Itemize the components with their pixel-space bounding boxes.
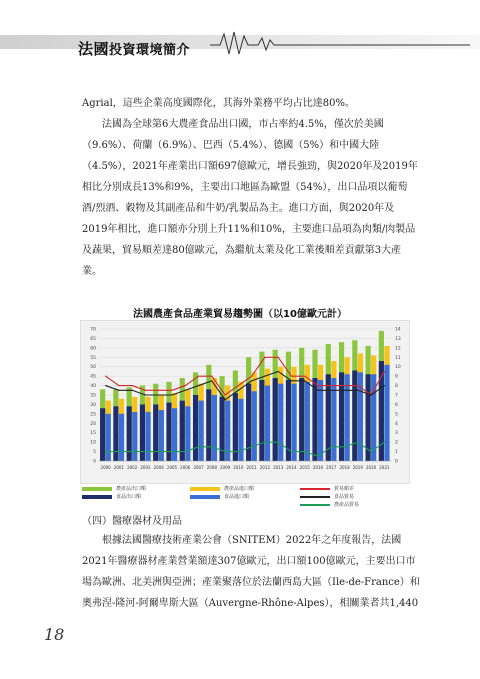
text-line: 業。 — [82, 266, 102, 277]
y2-tick-label: 9 — [395, 374, 398, 380]
series-point — [251, 380, 252, 381]
series-point — [357, 442, 358, 443]
y2-tick-label: 6 — [395, 402, 398, 408]
series-point — [317, 456, 318, 457]
series-point — [171, 394, 172, 395]
x-tick-label: 2008 — [206, 465, 217, 470]
x-tick-label: 2001 — [113, 465, 125, 470]
text-line: （9.6%）、荷蘭（6.9%）、巴西（5.4%）、德國（5%）和中國大陸 — [82, 140, 380, 151]
x-tick-label: 2000 — [100, 465, 111, 470]
text-line: 相比分別成長13%和9%，主要出口地區為歐盟（54%），出口品項以葡萄 — [82, 182, 408, 193]
legend-item — [190, 493, 254, 501]
series-point — [145, 394, 146, 395]
bar — [166, 403, 171, 461]
series-point — [211, 380, 212, 381]
legend-swatch — [300, 488, 330, 490]
series-point — [171, 451, 172, 452]
text-line: 奧弗涅-隆河-阿爾卑斯大區（Auvergne-Rhône-Alpes），相關業者共1,440 — [82, 598, 419, 609]
series-point — [317, 390, 318, 391]
legend-swatch — [190, 495, 220, 499]
bar — [132, 412, 137, 461]
bar — [193, 395, 198, 461]
series-point — [344, 390, 345, 391]
chart-title: 法國農產食品產業貿易趨勢圖（以10億歐元計） — [133, 309, 347, 320]
series-point — [185, 385, 186, 386]
bar — [252, 391, 257, 461]
y2-tick-label: 3 — [395, 431, 398, 437]
bar — [246, 384, 251, 461]
legend-label: 農產品進口額 — [224, 486, 255, 492]
page-number: 18 — [44, 625, 65, 644]
series-point — [304, 376, 305, 377]
series-point — [278, 371, 279, 372]
series-point — [384, 371, 385, 372]
bar — [299, 378, 304, 461]
y2-tick-label: 4 — [395, 421, 398, 427]
series-point — [211, 376, 212, 377]
x-tick-label: 2017 — [326, 465, 337, 470]
series-point — [145, 390, 146, 391]
series-point — [317, 385, 318, 386]
bar — [318, 380, 323, 461]
y2-tick-label: 0 — [395, 459, 398, 465]
header-title — [78, 38, 190, 59]
y-tick-label: 25 — [90, 412, 96, 418]
chart-legend — [190, 485, 254, 501]
y-tick-label: 45 — [90, 374, 96, 380]
x-tick-label: 2007 — [193, 465, 204, 470]
x-tick-label: 2011 — [246, 465, 257, 470]
y-tick-label: 0 — [93, 459, 96, 465]
series-point — [238, 390, 239, 391]
series-point — [185, 390, 186, 391]
bar — [233, 393, 238, 461]
legend-swatch — [300, 504, 330, 506]
x-tick-label: 2018 — [339, 465, 350, 470]
y-tick-label: 70 — [90, 327, 96, 333]
chart-area — [80, 320, 410, 484]
series-point — [105, 385, 106, 386]
series-point — [198, 385, 199, 386]
x-tick-label: 2019 — [352, 465, 363, 470]
bar — [145, 412, 150, 461]
legend-label: 食品進口額 — [224, 494, 250, 500]
bar — [199, 401, 204, 461]
legend-label: 農產品貿易 — [334, 502, 360, 508]
x-tick-label: 2003 — [140, 465, 151, 470]
bar — [259, 380, 264, 461]
bar — [384, 365, 389, 461]
series-point — [198, 376, 199, 377]
series-point — [132, 451, 133, 452]
series-point — [344, 446, 345, 447]
bar — [113, 406, 118, 461]
body-paragraph — [82, 93, 418, 282]
series-point — [118, 385, 119, 386]
series-point — [105, 376, 106, 377]
text-line: 2021年醫療器材產業營業額達307億歐元，出口額100億歐元，主要出口市 — [82, 556, 416, 567]
series-point — [304, 451, 305, 452]
series-point — [331, 385, 332, 386]
y2-tick-label: 1 — [395, 450, 398, 456]
x-tick-label: 2014 — [286, 465, 297, 470]
legend-label: 貿易順差 — [334, 486, 355, 492]
y-tick-label: 65 — [90, 336, 96, 342]
x-tick-label: 2016 — [312, 465, 324, 470]
legend-label: 食品貿易 — [334, 494, 355, 500]
legend-item — [300, 493, 359, 501]
x-tick-label: 2015 — [299, 465, 310, 470]
y2-tick-label: 7 — [395, 393, 398, 399]
legend-swatch — [300, 496, 330, 498]
series-point — [264, 442, 265, 443]
series-point — [291, 380, 292, 381]
legend-item — [300, 501, 359, 509]
series-point — [344, 385, 345, 386]
y2-tick-label: 10 — [395, 365, 401, 371]
series-point — [331, 446, 332, 447]
heartbeat-line-icon — [210, 28, 470, 58]
bar — [153, 404, 158, 461]
series-point — [304, 380, 305, 381]
x-tick-label: 2005 — [166, 465, 178, 470]
y-tick-label: 10 — [90, 440, 96, 446]
legend-swatch — [82, 495, 112, 499]
series-point — [132, 385, 133, 386]
bar — [172, 408, 177, 461]
x-tick-label: 2009 — [219, 465, 231, 470]
series-point — [118, 390, 119, 391]
bar — [106, 414, 111, 461]
bar — [119, 414, 124, 461]
text-line: 法國為全球第6大農產食品出口國，市占率約4.5%，僅次於美國 — [82, 119, 384, 130]
series-point — [145, 451, 146, 452]
series-point — [384, 442, 385, 443]
series-point — [118, 451, 119, 452]
y-tick-label: 30 — [90, 402, 96, 408]
y-tick-label: 60 — [90, 346, 96, 352]
section-paragraph — [82, 530, 420, 614]
series-point — [185, 451, 186, 452]
bar — [159, 410, 164, 461]
legend-label: 食品出口額 — [116, 494, 142, 500]
x-tick-label: 2012 — [259, 465, 271, 470]
bar — [345, 374, 350, 461]
series-point — [291, 451, 292, 452]
bar — [212, 395, 217, 461]
bar — [140, 404, 145, 461]
text-line: 場為歐洲、北美洲與亞洲；產業聚落位於法蘭西島大區（Ile-de-France）和 — [82, 577, 420, 588]
series-point — [278, 357, 279, 358]
series-point — [224, 399, 225, 400]
series-point — [224, 394, 225, 395]
text-line: Agrial，這些企業高度國際化，其海外業務平均占比達80%。 — [82, 98, 355, 109]
series-point — [238, 385, 239, 386]
page-header — [0, 0, 480, 66]
x-tick-label: 2004 — [153, 465, 164, 470]
series-point — [158, 451, 159, 452]
series-point — [370, 394, 371, 395]
legend-label: 農產品出口額 — [116, 486, 147, 492]
series-point — [264, 376, 265, 377]
y-tick-label: 35 — [90, 393, 96, 399]
legend-swatch — [190, 487, 220, 491]
y2-tick-label: 12 — [395, 346, 401, 352]
series-point — [357, 390, 358, 391]
x-tick-label: 2021 — [379, 465, 390, 470]
bar — [278, 384, 283, 461]
bar — [185, 406, 190, 461]
series-point — [198, 446, 199, 447]
chart-legend — [82, 485, 146, 501]
series-point — [251, 446, 252, 447]
series-point — [357, 385, 358, 386]
chart-legend — [300, 485, 359, 509]
series-point — [105, 451, 106, 452]
x-tick-label: 2013 — [273, 465, 284, 470]
text-line: 及蔬果，貿易順差達80億歐元，為繼航太業及化工業後順差貢獻第3大產 — [82, 245, 402, 256]
y2-tick-label: 5 — [395, 412, 398, 418]
legend-item — [82, 485, 146, 493]
bar — [100, 408, 105, 461]
series-point — [158, 390, 159, 391]
section-heading: （四）醫療器材及用品 — [82, 516, 182, 527]
x-tick-label: 2020 — [365, 465, 377, 470]
series-point — [132, 390, 133, 391]
text-line: 2019年相比，進口額亦分別上升11%和10%，主要進口品項為肉類/肉製品 — [82, 224, 416, 235]
bar — [305, 382, 310, 461]
series-point — [251, 376, 252, 377]
header-title-sub: 投資環境簡介 — [109, 43, 191, 58]
series-point — [331, 390, 332, 391]
legend-item — [300, 485, 359, 493]
series-point — [384, 385, 385, 386]
y2-tick-label: 14 — [395, 327, 401, 333]
bar — [352, 370, 357, 461]
y2-tick-label: 8 — [395, 384, 398, 390]
series-point — [370, 451, 371, 452]
y-tick-label: 15 — [90, 431, 96, 437]
bar — [273, 378, 278, 461]
series-point — [171, 390, 172, 391]
y-tick-label: 40 — [90, 384, 96, 390]
bar — [127, 406, 132, 461]
series-point — [158, 394, 159, 395]
series-point — [278, 442, 279, 443]
series-point — [224, 451, 225, 452]
header-title-main: 法國 — [78, 40, 110, 58]
y-tick-label: 55 — [90, 355, 96, 361]
y-tick-label: 50 — [90, 365, 96, 371]
bar — [265, 386, 270, 461]
x-tick-label: 2010 — [233, 465, 244, 470]
series-point — [291, 376, 292, 377]
trade-trend-chart — [81, 321, 409, 483]
series-point — [211, 446, 212, 447]
y2-tick-label: 11 — [395, 355, 401, 361]
legend-item — [190, 485, 254, 493]
y2-tick-label: 2 — [395, 440, 398, 446]
x-tick-label: 2006 — [180, 465, 191, 470]
y-tick-label: 5 — [93, 450, 96, 456]
bar — [206, 389, 211, 461]
series-point — [264, 357, 265, 358]
text-line: （4.5%），2021年產業出口額697億歐元，增長強勁，與2020年及2019年 — [82, 161, 418, 172]
text-line: 酒/烈酒、穀物及其副產品和牛奶/乳製品為主。進口方面，與2020年及 — [82, 203, 395, 214]
series-point — [238, 451, 239, 452]
text-line: 根據法國醫療技術產業公會（SNITEM）2022年之年度報告，法國 — [82, 535, 402, 546]
y-tick-label: 20 — [90, 421, 96, 427]
legend-swatch — [82, 487, 112, 491]
legend-item — [82, 493, 146, 501]
x-tick-label: 2002 — [127, 465, 138, 470]
bar — [291, 384, 296, 461]
y2-tick-label: 13 — [395, 336, 401, 342]
bar — [312, 378, 317, 461]
